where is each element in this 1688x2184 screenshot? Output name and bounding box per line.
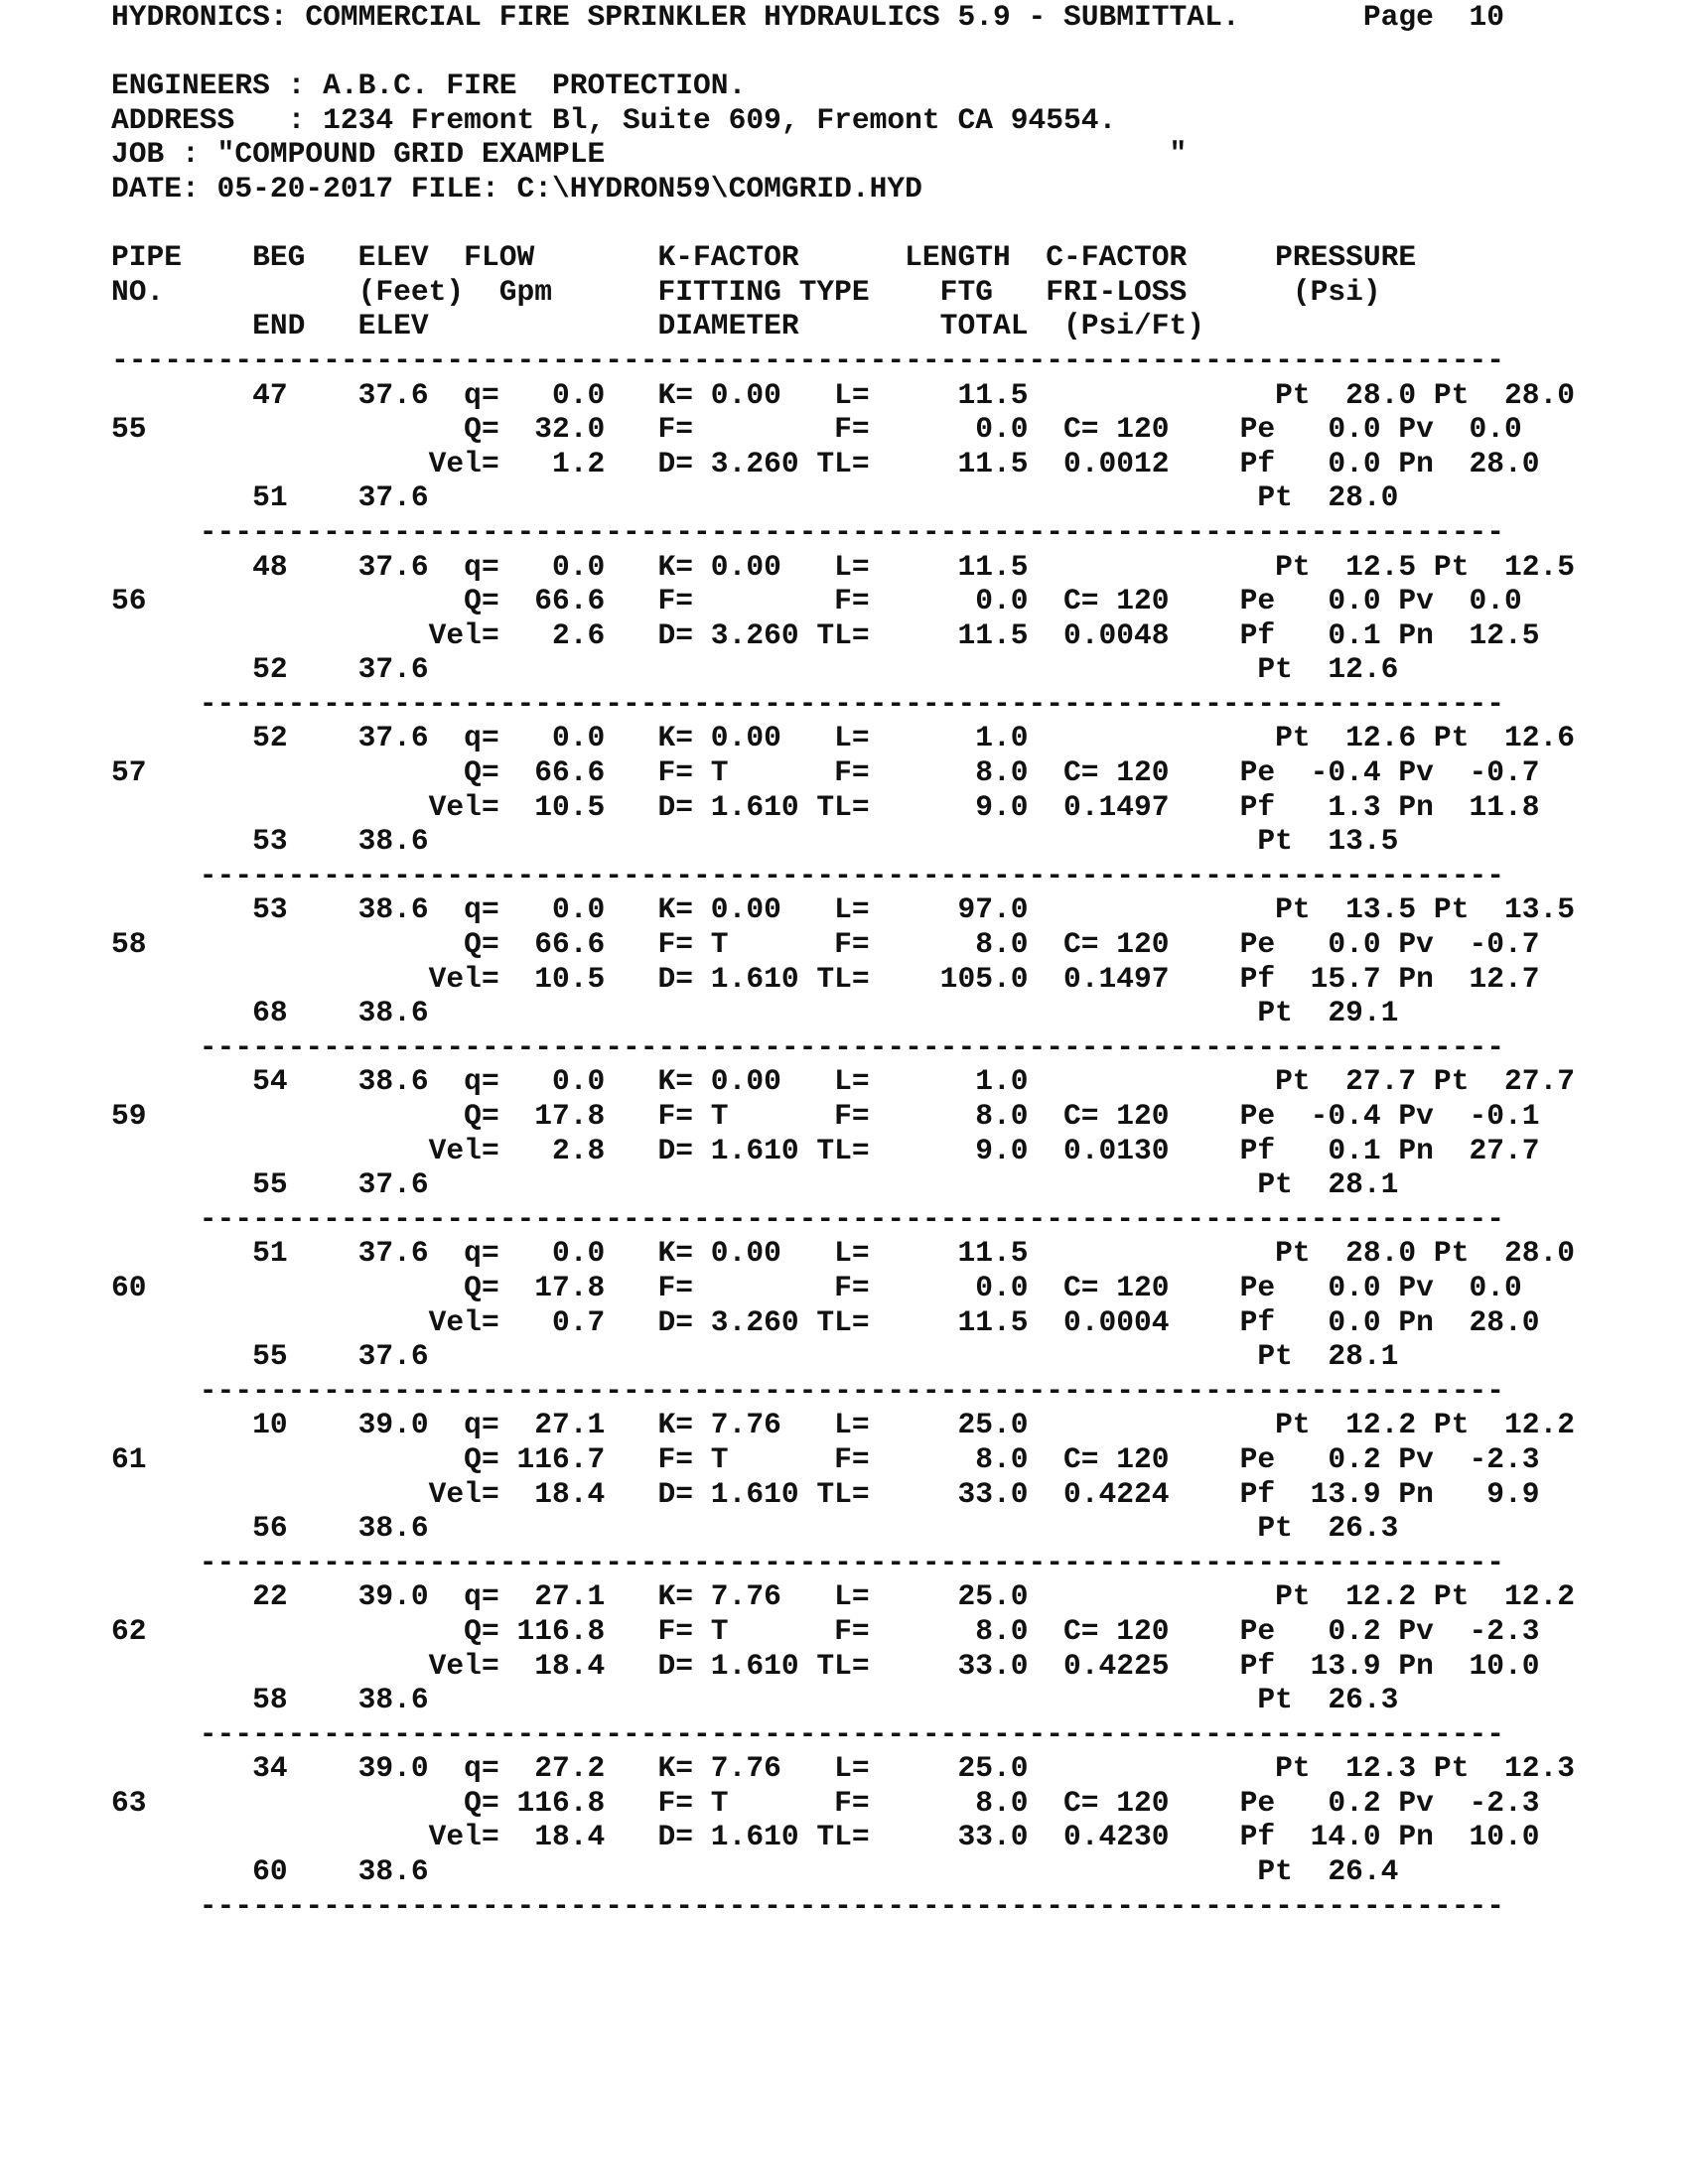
pipe-55-line-4: 51 37.6 Pt 28.0 — [111, 480, 1399, 515]
pipe-57-line-3: Vel= 10.5 D= 1.610 TL= 9.0 0.1497 Pf 1.3 Pn 11.8 — [111, 789, 1540, 824]
pipe-62-line-4: 58 38.6 Pt 26.3 — [111, 1683, 1399, 1717]
pipe-55-line-2: 55 Q= 32.0 F= F= 0.0 C= 120 Pe 0.0 Pv 0.0 — [111, 412, 1522, 447]
hydraulic-report — [111, 0, 1575, 1923]
pipe-56-line-2: 56 Q= 66.6 F= F= 0.0 C= 120 Pe 0.0 Pv 0.0 — [111, 584, 1522, 618]
pipe-58-line-4: 68 38.6 Pt 29.1 — [111, 996, 1399, 1030]
pipe-57-divider: -------------------------------------------------------------------------- — [111, 858, 1504, 892]
pipe-57-line-2: 57 Q= 66.6 F= T F= 8.0 C= 120 Pe -0.4 Pv -0.7 — [111, 755, 1540, 790]
pipe-60-divider: -------------------------------------------------------------------------- — [111, 1373, 1504, 1408]
pipe-62-line-1: 22 39.0 q= 27.1 K= 7.76 L= 25.0 Pt 12.2 Pt 12.2 — [111, 1579, 1576, 1614]
pipe-59-line-3: Vel= 2.8 D= 1.610 TL= 9.0 0.0130 Pf 0.1 Pn 27.7 — [111, 1133, 1540, 1167]
pipe-63-divider: -------------------------------------------------------------------------- — [111, 1888, 1504, 1923]
pipe-57-line-1: 52 37.6 q= 0.0 K= 0.00 L= 1.0 Pt 12.6 Pt 12.6 — [111, 721, 1576, 755]
date-file-line: DATE: 05-20-2017 FILE: C:\HYDRON59\COMGRID.HYD — [111, 171, 922, 205]
pipe-58-line-1: 53 38.6 q= 0.0 K= 0.00 L= 97.0 Pt 13.5 Pt 13.5 — [111, 892, 1576, 927]
job-line: JOB : "COMPOUND GRID EXAMPLE " — [111, 137, 1188, 172]
pipe-63-line-2: 63 Q= 116.8 F= T F= 8.0 C= 120 Pe 0.2 Pv -2.3 — [111, 1785, 1540, 1820]
column-header-row-1: PIPE BEG ELEV FLOW K-FACTOR LENGTH C-FACTOR PRESSURE — [111, 240, 1417, 275]
pipe-62-line-3: Vel= 18.4 D= 1.610 TL= 33.0 0.4225 Pf 13.9 Pn 10.0 — [111, 1648, 1540, 1683]
pipe-60-line-2: 60 Q= 17.8 F= F= 0.0 C= 120 Pe 0.0 Pv 0.0 — [111, 1270, 1522, 1304]
column-header-row-3: END ELEV DIAMETER TOTAL (Psi/Ft) — [111, 309, 1205, 343]
pipe-60-line-1: 51 37.6 q= 0.0 K= 0.00 L= 11.5 Pt 28.0 Pt 28.0 — [111, 1236, 1576, 1271]
blank-line — [111, 35, 1575, 69]
column-header-row-2: NO. (Feet) Gpm FITTING TYPE FTG FRI-LOSS (Psi) — [111, 274, 1381, 309]
engineers-line: ENGINEERS : A.B.C. FIRE PROTECTION. — [111, 68, 747, 103]
header-divider: ------------------------------------------------------------------------------- — [111, 342, 1504, 377]
pipe-56-line-1: 48 37.6 q= 0.0 K= 0.00 L= 11.5 Pt 12.5 Pt 12.5 — [111, 549, 1576, 584]
pipe-55-divider: -------------------------------------------------------------------------- — [111, 514, 1504, 549]
pipe-58-line-2: 58 Q= 66.6 F= T F= 8.0 C= 120 Pe 0.0 Pv -0.7 — [111, 927, 1540, 962]
blank-line — [111, 206, 1575, 241]
pipe-61-line-4: 56 38.6 Pt 26.3 — [111, 1511, 1399, 1546]
address-line: ADDRESS : 1234 Fremont Bl, Suite 609, Fremont CA 94554. — [111, 102, 1117, 137]
pipe-62-line-2: 62 Q= 116.8 F= T F= 8.0 C= 120 Pe 0.2 Pv -2.3 — [111, 1613, 1540, 1648]
pipe-63-line-1: 34 39.0 q= 27.2 K= 7.76 L= 25.0 Pt 12.3 Pt 12.3 — [111, 1751, 1576, 1786]
pipe-61-line-2: 61 Q= 116.7 F= T F= 8.0 C= 120 Pe 0.2 Pv -2.3 — [111, 1441, 1540, 1476]
pipe-61-line-1: 10 39.0 q= 27.1 K= 7.76 L= 25.0 Pt 12.2 Pt 12.2 — [111, 1408, 1576, 1442]
pipe-59-line-2: 59 Q= 17.8 F= T F= 8.0 C= 120 Pe -0.4 Pv -0.1 — [111, 1099, 1540, 1133]
pipe-63-line-3: Vel= 18.4 D= 1.610 TL= 33.0 0.4230 Pf 14.0 Pn 10.0 — [111, 1820, 1540, 1854]
pipe-55-line-1: 47 37.6 q= 0.0 K= 0.00 L= 11.5 Pt 28.0 Pt 28.0 — [111, 377, 1576, 412]
pipe-58-line-3: Vel= 10.5 D= 1.610 TL= 105.0 0.1497 Pf 15.7 Pn 12.7 — [111, 961, 1540, 996]
pipe-58-divider: -------------------------------------------------------------------------- — [111, 1029, 1504, 1064]
pipe-57-line-4: 53 38.6 Pt 13.5 — [111, 824, 1399, 859]
pipe-62-divider: -------------------------------------------------------------------------- — [111, 1716, 1504, 1751]
pipe-61-line-3: Vel= 18.4 D= 1.610 TL= 33.0 0.4224 Pf 13.9 Pn 9.9 — [111, 1476, 1540, 1511]
pipe-63-line-4: 60 38.6 Pt 26.4 — [111, 1854, 1399, 1889]
pipe-59-line-1: 54 38.6 q= 0.0 K= 0.00 L= 1.0 Pt 27.7 Pt 27.7 — [111, 1064, 1576, 1099]
pipe-56-line-3: Vel= 2.6 D= 3.260 TL= 11.5 0.0048 Pf 0.1 Pn 12.5 — [111, 617, 1540, 652]
pipe-61-divider: -------------------------------------------------------------------------- — [111, 1545, 1504, 1579]
pipe-60-line-3: Vel= 0.7 D= 3.260 TL= 11.5 0.0004 Pf 0.0 Pn 28.0 — [111, 1304, 1540, 1339]
pipe-60-line-4: 55 37.6 Pt 28.1 — [111, 1339, 1399, 1374]
pipe-59-line-4: 55 37.6 Pt 28.1 — [111, 1167, 1399, 1202]
pipe-56-line-4: 52 37.6 Pt 12.6 — [111, 652, 1399, 687]
pipe-59-divider: -------------------------------------------------------------------------- — [111, 1201, 1504, 1236]
pipe-56-divider: -------------------------------------------------------------------------- — [111, 686, 1504, 721]
report-title-line: HYDRONICS: COMMERCIAL FIRE SPRINKLER HYDRAULICS 5.9 - SUBMITTAL. Page 10 — [111, 0, 1504, 34]
pipe-55-line-3: Vel= 1.2 D= 3.260 TL= 11.5 0.0012 Pf 0.0 Pn 28.0 — [111, 446, 1540, 480]
